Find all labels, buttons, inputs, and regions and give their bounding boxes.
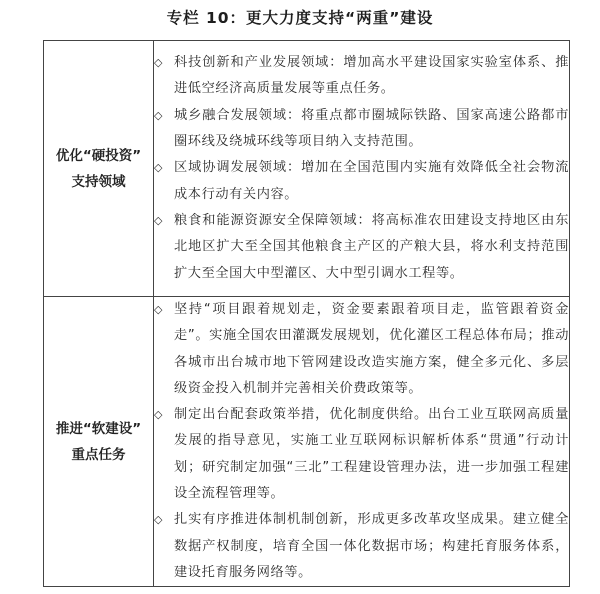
content-cell (154, 297, 570, 587)
table-row (44, 41, 570, 297)
list-item (154, 208, 569, 287)
category-cell (44, 297, 154, 587)
list-item (154, 50, 569, 103)
diamond-bullet-icon: ◇ (154, 213, 164, 227)
category-label-line2: 重点任务 (71, 446, 126, 463)
category-cell (44, 41, 154, 297)
diamond-bullet-icon: ◇ (154, 56, 164, 70)
list-item (154, 155, 569, 208)
category-label-line2: 支持领域 (71, 173, 126, 190)
item-text: 科技创新和产业发展领域：增加高水平建设国家实验室体系、推进低空经济高质量发展等重点任务。 (174, 55, 569, 97)
policy-table (43, 40, 570, 587)
item-text: 制定出台配套政策举措，优化制度供给。出台工业互联网高质量发展的指导意见，实施工业互联网标识解析体系“贯通”行动计划；研究制定加强“三北”工程建设管理办法，进一步加强工程建设全流程管理等。 (174, 407, 569, 502)
diamond-bullet-icon: ◇ (154, 161, 164, 175)
item-text: 区域协调发展领域：增加在全国范围内实施有效降低全社会物流成本行动有关内容。 (174, 160, 569, 202)
list-item (154, 103, 569, 156)
diamond-bullet-icon: ◇ (154, 513, 164, 527)
item-text: 扎实有序推进体制机制创新，形成更多改革攻坚成果。建立健全数据产权制度，培育全国一体化数据市场；构建托育服务体系，建设托育服务网络等。 (174, 512, 569, 580)
box-title: 专栏 10：更大力度支持“两重”建设 (166, 9, 434, 27)
diamond-bullet-icon: ◇ (154, 408, 164, 422)
category-label-line1: 推进“软建设” (55, 420, 142, 437)
category-label-line1: 优化“硬投资” (55, 147, 142, 164)
item-text: 坚持“项目跟着规划走，资金要素跟着项目走，监管跟着资金走”。实施全国农田灌溉发展规划，优化灌区工程总体布局；推动各城市出台城市地下管网建设改造实施方案，健全多元化、多层级资金投入机制并完善相关价费政策等。 (174, 302, 569, 396)
list-item (154, 507, 569, 586)
list-item (154, 297, 569, 402)
diamond-bullet-icon: ◇ (154, 303, 164, 316)
table-row (44, 297, 570, 587)
content-cell (154, 41, 570, 297)
item-text: 城乡融合发展领域：将重点都市圈城际铁路、国家高速公路都市圈环线及绕城环线等项目纳入支持范围。 (174, 107, 569, 150)
item-text: 粮食和能源资源安全保障领域：将高标准农田建设支持地区由东北地区扩大至全国其他粮食主产区的产粮大县，将水利支持范围扩大至全国大中型灌区、大中型引调水工程等。 (174, 212, 569, 281)
list-item (154, 402, 569, 507)
diamond-bullet-icon: ◇ (154, 108, 164, 122)
